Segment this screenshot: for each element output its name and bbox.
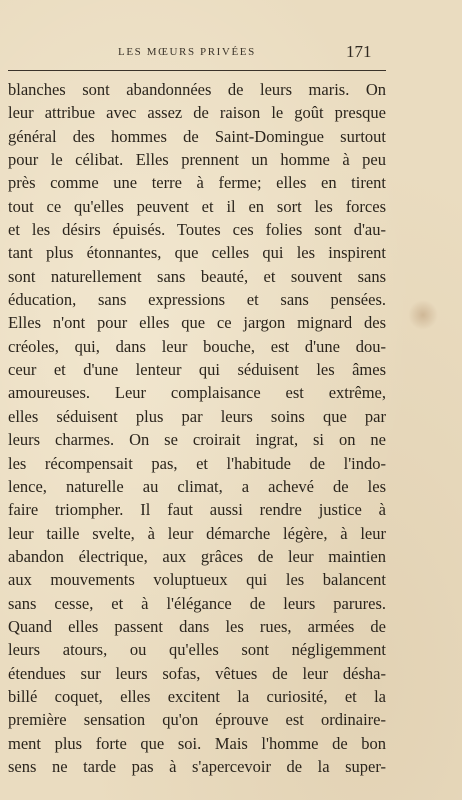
text-line: tout ce qu'elles peuvent et il en sort les forces <box>8 196 386 216</box>
text-line: sont naturellement sans beauté, et souvent sans <box>8 266 386 286</box>
text-line: près comme une terre à ferme; elles en tirent <box>8 173 386 193</box>
text-line: blanches sont abandonnées de leurs maris. On <box>8 80 386 99</box>
text-line: les récompensait pas, et l'habitude de l'indo- <box>8 453 386 473</box>
text-line: général des hommes de Saint-Domingue surtout <box>8 126 386 146</box>
text-line: Quand elles passent dans les rues, armées de <box>8 616 386 636</box>
text-line: leur taille svelte, à leur démarche légère, à leur <box>8 523 386 543</box>
page-number: 171 <box>346 42 372 61</box>
page-header <box>8 44 386 68</box>
text-line: sens ne tarde pas à s'apercevoir de la super- <box>8 756 386 776</box>
header-rule <box>8 70 386 71</box>
text-line: ceur et d'une lenteur qui séduisent les âmes <box>8 360 386 380</box>
text-line: amoureuses. Leur complaisance est extrême, <box>8 383 386 403</box>
text-line: tant plus étonnantes, que celles qui les inspirent <box>8 243 386 263</box>
text-line: étendues sur leurs sofas, vêtues de leur désha- <box>8 663 386 683</box>
text-line: ment plus forte que soi. Mais l'homme de bon <box>8 733 386 753</box>
text-line: et les désirs épuisés. Toutes ces folies sont d'au- <box>8 220 386 240</box>
running-title: LES MŒURS PRIVÉES <box>118 46 256 58</box>
text-line: éducation, sans expressions et sans pensées. <box>8 290 386 310</box>
text-line: abandon électrique, aux grâces de leur maintien <box>8 546 386 566</box>
text-line: leurs atours, ou qu'elles sont négligemment <box>8 640 386 660</box>
text-line: première sensation qu'on éprouve est ordinaire- <box>8 710 386 730</box>
text-line: aux mouvements voluptueux qui les balancent <box>8 570 386 590</box>
body-text <box>8 78 386 778</box>
text-line: leurs charmes. On se croirait ingrat, si on ne <box>8 430 386 450</box>
text-line: faire triompher. Il faut aussi rendre justice à <box>8 500 386 520</box>
paper-stain <box>408 300 438 330</box>
text-line: elles séduisent plus par leurs soins que par <box>8 406 386 426</box>
text-line: lence, naturelle au climat, a achevé de les <box>8 476 386 496</box>
text-line: leur attribue avec assez de raison le goût presque <box>8 103 386 123</box>
text-line: Elles n'ont pour elles que ce jargon mignard des <box>8 313 386 333</box>
text-line: billé coquet, elles excitent la curiosité, et la <box>8 686 386 706</box>
text-line: pour le célibat. Elles prennent un homme à peu <box>8 150 386 170</box>
text-line: sans cesse, et à l'élégance de leurs parures. <box>8 593 386 613</box>
text-line: créoles, qui, dans leur bouche, est d'une dou- <box>8 336 386 356</box>
